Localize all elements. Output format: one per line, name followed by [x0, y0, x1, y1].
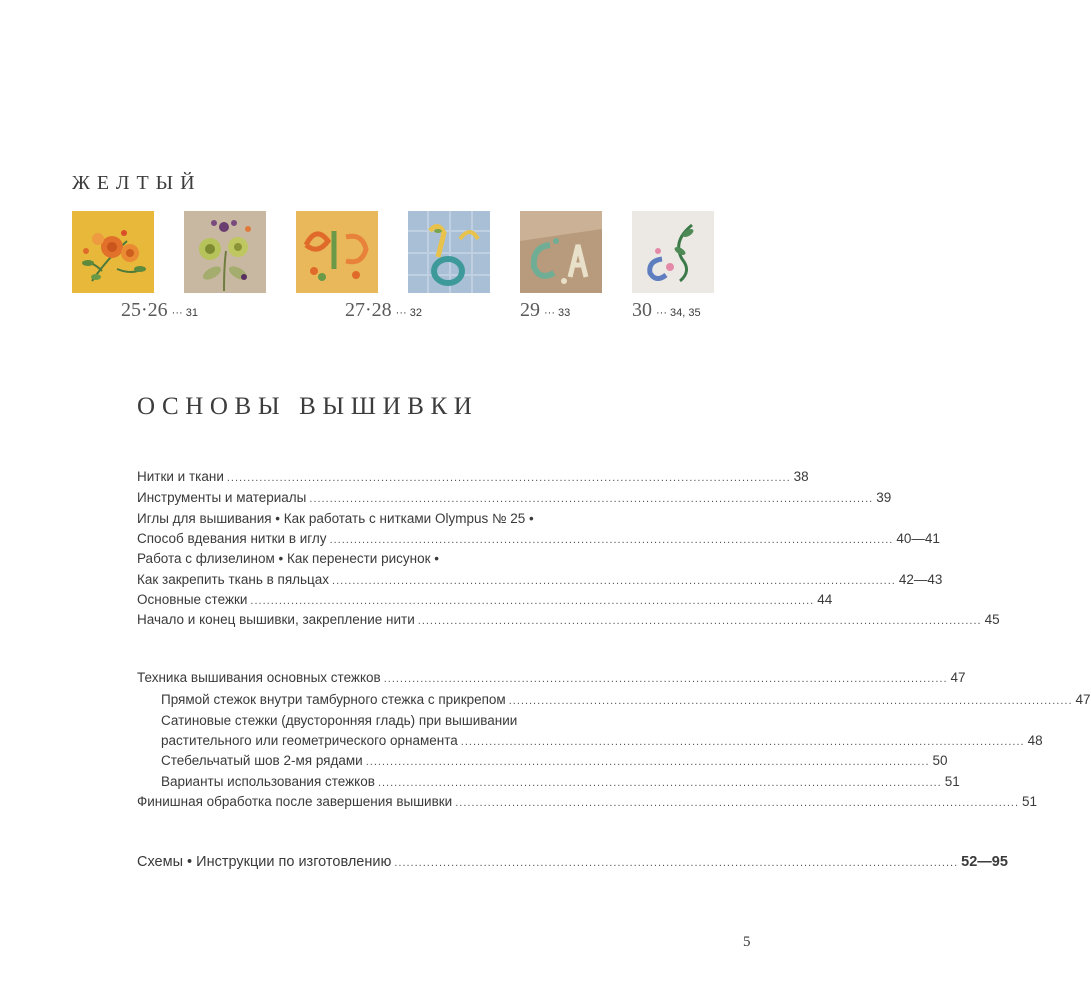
toc-entry-text: Как закрепить ткань в пяльцах — [137, 572, 330, 587]
toc-entry-page: 44 — [817, 592, 833, 607]
thumbnail-label-2 — [345, 299, 422, 322]
toc-entry[interactable] — [137, 467, 809, 487]
toc-leader: ........................................................................................................................................... — [329, 534, 894, 546]
toc-subentry[interactable] — [161, 711, 656, 731]
toc-entry-text: Основные стежки — [137, 592, 248, 607]
toc-entry[interactable] — [137, 488, 892, 508]
toc-entry-text: Стебельчатый шов 2-мя рядами — [161, 753, 363, 768]
project-numbers: 27·28 — [345, 299, 392, 321]
toc-entry[interactable] — [137, 852, 1008, 872]
toc-leader: ........................................................................................................................................... — [460, 736, 1025, 748]
project-pages: ··· 34, 35 — [656, 307, 701, 319]
toc-entry-text: Прямой стежок внутри тамбурного стежка с прикрепом — [161, 692, 506, 707]
toc-entry-text: Способ вдевания нитки в иглу — [137, 531, 327, 546]
toc-entry-page: 50 — [932, 753, 948, 768]
toc-leader: ........................................................................................................................................... — [250, 595, 815, 607]
toc-entry-text: Техника вышивания основных стежков — [137, 670, 381, 685]
thumbnail-orange-letters — [296, 211, 378, 293]
thumbnail-light-letters — [632, 211, 714, 293]
toc-entry[interactable] — [137, 529, 940, 549]
toc-leader: ........................................................................................................................................... — [383, 673, 948, 685]
toc-entry-page: 38 — [793, 469, 809, 484]
toc-entry-text: Работа с флизелином • Как перенести рисунок • — [137, 551, 439, 566]
thumbnail-orange-flowers — [72, 211, 154, 293]
toc-entry-text: Финишная обработка после завершения вышивки — [137, 794, 453, 809]
toc-entry-page: 51 — [1022, 794, 1038, 809]
toc-subentry[interactable] — [161, 772, 960, 792]
toc-entry-text: Сатиновые стежки (двусторонняя гладь) при вышивании — [161, 713, 518, 728]
toc-entry-page: 51 — [944, 774, 960, 789]
toc-leader: ........................................................................................................................................... — [332, 575, 896, 587]
toc-entry[interactable] — [137, 668, 966, 688]
toc-entry-text: Начало и конец вышивки, закрепление нити — [137, 612, 415, 627]
toc-leader: ........................................................................................................................................... — [455, 797, 1020, 809]
thumbnail-label-1 — [121, 299, 198, 322]
toc-entry-page: 42—43 — [898, 572, 943, 587]
project-pages: ··· 32 — [395, 307, 422, 319]
toc-entry-page: 47 — [950, 670, 966, 685]
section-title-basics: ОСНОВЫ ВЫШИВКИ — [137, 393, 479, 420]
thumbnail-blue-letters — [408, 211, 490, 293]
toc-subentry[interactable] — [161, 751, 948, 771]
toc-entry-page: 47 — [1075, 692, 1091, 707]
project-numbers: 29 — [520, 299, 540, 321]
toc-leader: ........................................................................................................................................... — [309, 493, 874, 505]
page-number: 5 — [743, 934, 751, 950]
toc-entry[interactable] — [137, 509, 656, 529]
toc-entry-page: 48 — [1027, 733, 1043, 748]
toc-entry-text: Варианты использования стежков — [161, 774, 375, 789]
toc-subentry[interactable] — [161, 690, 1091, 710]
toc-entry[interactable] — [137, 549, 656, 569]
toc-entry[interactable] — [137, 792, 1038, 812]
toc-entry-page: 52—95 — [961, 854, 1008, 870]
toc-entry-text: Схемы • Инструкции по изготовлению — [137, 854, 392, 870]
embroidery-thumbnails — [0, 211, 808, 301]
project-pages: ··· 31 — [171, 307, 198, 319]
toc-leader: ........................................................................................................................................... — [508, 695, 1073, 707]
toc-entry-text: Инструменты и материалы — [137, 490, 307, 505]
section-title-yellow: ЖЕЛТЫЙ — [72, 172, 202, 194]
toc-entry-text: Иглы для вышивания • Как работать с нитками Olympus № 25 • — [137, 511, 534, 526]
thumbnail-tan-letters — [520, 211, 602, 293]
toc-leader: ........................................................................................................................................... — [394, 857, 959, 869]
toc-subentry[interactable] — [161, 731, 1043, 751]
toc-entry-page: 45 — [984, 612, 1000, 627]
toc-entry-page: 39 — [876, 490, 892, 505]
project-pages: ··· 33 — [544, 307, 571, 319]
toc-entry-text: Нитки и ткани — [137, 469, 224, 484]
toc-leader: ........................................................................................................................................... — [377, 777, 942, 789]
toc-leader: ........................................................................................................................................... — [365, 756, 930, 768]
toc-leader: ........................................................................................................................................... — [417, 615, 982, 627]
thumbnail-label-4 — [632, 299, 701, 322]
project-numbers: 30 — [632, 299, 652, 321]
toc-entry[interactable] — [137, 570, 943, 590]
toc-entry[interactable] — [137, 590, 833, 610]
thumbnail-label-3 — [520, 299, 570, 322]
toc-leader: ........................................................................................................................................... — [226, 472, 791, 484]
thumbnail-beige-flowers — [184, 211, 266, 293]
toc-entry[interactable] — [137, 610, 1000, 630]
toc-entry-text: растительного или геометрического орнамента — [161, 733, 458, 748]
project-numbers: 25·26 — [121, 299, 168, 321]
toc-entry-page: 40—41 — [896, 531, 940, 546]
